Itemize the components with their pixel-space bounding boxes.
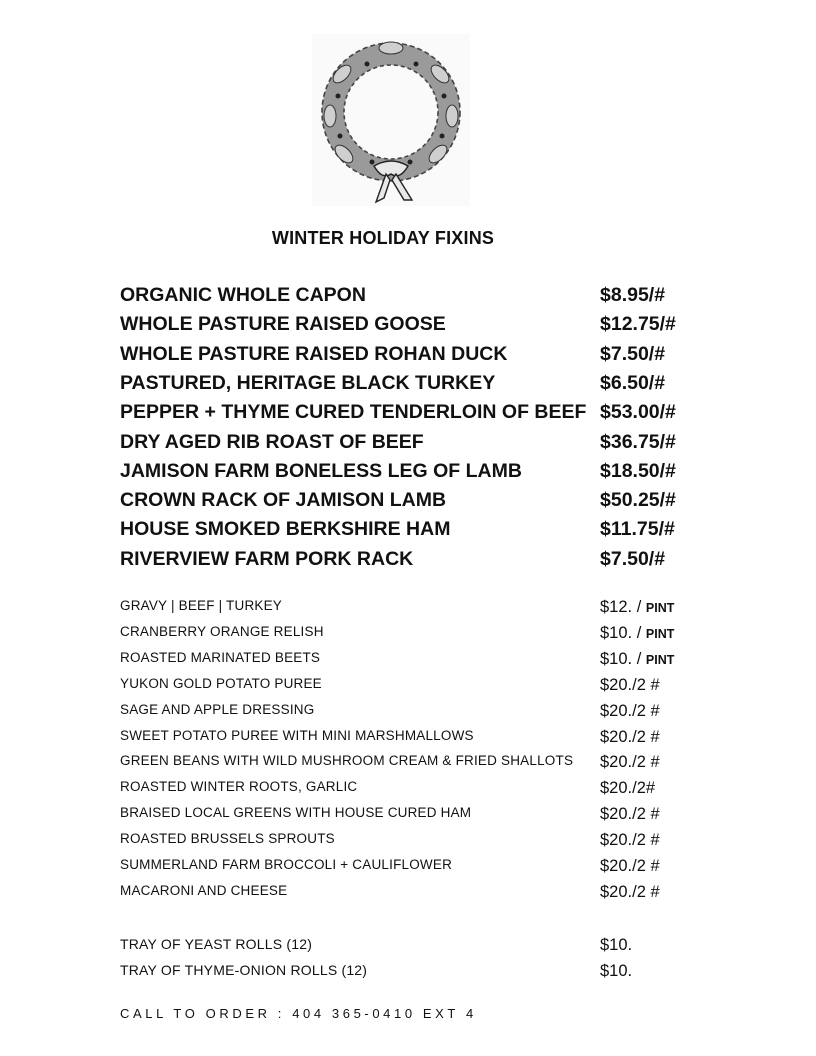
price-value: $20./2 #: [600, 701, 660, 720]
item-name: BRAISED LOCAL GREENS WITH HOUSE CURED HAM: [120, 805, 472, 821]
price-value: $10. /: [600, 623, 642, 642]
price-unit: PINT: [645, 652, 675, 667]
price-value: $7.50/#: [600, 547, 666, 570]
price-value: $10.: [600, 936, 633, 954]
price-value: $20./2 #: [600, 857, 660, 875]
call-to-order-footer: CALL TO ORDER : 404 365-0410 EXT 4: [120, 1006, 477, 1021]
price-value: $20./2 #: [600, 727, 660, 746]
price-value: $20./2 #: [600, 675, 660, 694]
item-price: [600, 548, 665, 571]
item-name: WHOLE PASTURE RAISED ROHAN DUCK: [120, 342, 508, 365]
item-name: RIVERVIEW FARM PORK RACK: [120, 547, 414, 570]
item-price: [600, 728, 660, 747]
item-name: CRANBERRY ORANGE RELISH: [120, 623, 324, 639]
price-value: $6.50/#: [600, 371, 666, 394]
item-price: [600, 343, 665, 366]
item-name: JAMISON FARM BONELESS LEG OF LAMB: [120, 459, 522, 482]
item-name: HOUSE SMOKED BERKSHIRE HAM: [120, 518, 451, 541]
price-value: $20./2 #: [600, 753, 660, 772]
item-price: [600, 936, 632, 955]
item-name: YUKON GOLD POTATO PUREE: [120, 675, 322, 691]
price-value: $20./2 #: [600, 882, 660, 901]
price-value: $12. /: [600, 598, 642, 616]
holly-wreath-icon: [312, 34, 470, 206]
price-value: $12.75/#: [600, 313, 676, 336]
item-name: GRAVY | BEEF | TURKEY: [120, 598, 283, 613]
price-value: $10. /: [600, 649, 642, 668]
price-value: $50.25/#: [600, 489, 676, 512]
item-name: TRAY OF THYME-ONION ROLLS (12): [120, 962, 368, 978]
price-value: $20./2 #: [600, 805, 660, 824]
item-price: [600, 753, 660, 772]
item-price: [600, 372, 665, 395]
price-value: $20./2#: [600, 779, 656, 798]
price-value: $10.: [600, 962, 633, 980]
item-name: SAGE AND APPLE DRESSING: [120, 701, 315, 717]
item-name: GREEN BEANS WITH WILD MUSHROOM CREAM & FRIED SHALLOTS: [120, 753, 574, 769]
item-price: [600, 624, 674, 643]
price-value: $8.95/#: [600, 284, 666, 306]
item-name: SUMMERLAND FARM BROCCOLI + CAULIFLOWER: [120, 857, 453, 872]
item-price: [600, 779, 655, 798]
item-name: DRY AGED RIB ROAST OF BEEF: [120, 430, 424, 453]
menu-title: WINTER HOLIDAY FIXINS: [271, 228, 495, 248]
item-price: [600, 962, 632, 981]
item-price: [600, 598, 674, 617]
item-price: [600, 831, 660, 850]
item-name: ORGANIC WHOLE CAPON: [120, 284, 366, 306]
item-price: [600, 518, 675, 541]
item-name: WHOLE PASTURE RAISED GOOSE: [120, 313, 446, 336]
price-value: $18.50/#: [600, 459, 676, 482]
item-price: [600, 460, 676, 483]
item-name: PASTURED, HERITAGE BLACK TURKEY: [120, 371, 496, 394]
item-name: TRAY OF YEAST ROLLS (12): [120, 936, 313, 952]
price-value: $7.50/#: [600, 342, 666, 365]
item-price: [600, 431, 676, 454]
item-price: [600, 805, 660, 824]
item-price: [600, 401, 676, 424]
item-price: [600, 489, 676, 512]
item-price: [600, 857, 660, 876]
price-value: $20./2 #: [600, 831, 660, 850]
item-name: CROWN RACK OF JAMISON LAMB: [120, 489, 447, 512]
price-value: $53.00/#: [600, 401, 676, 424]
item-name: SWEET POTATO PUREE WITH MINI MARSHMALLOWS: [120, 727, 474, 743]
item-price: [600, 284, 665, 307]
item-price: [600, 650, 674, 669]
item-price: [600, 883, 660, 902]
price-unit: PINT: [645, 626, 675, 641]
price-unit: PINT: [645, 601, 675, 615]
price-value: $36.75/#: [600, 430, 676, 453]
item-price: [600, 702, 660, 721]
price-value: $11.75/#: [600, 518, 675, 541]
item-name: ROASTED BRUSSELS SPROUTS: [120, 831, 335, 847]
item-name: ROASTED WINTER ROOTS, GARLIC: [120, 779, 358, 795]
item-price: [600, 676, 660, 695]
item-name: PEPPER + THYME CURED TENDERLOIN OF BEEF: [120, 401, 587, 424]
item-price: [600, 313, 676, 336]
item-name: MACARONI AND CHEESE: [120, 882, 288, 898]
item-name: ROASTED MARINATED BEETS: [120, 649, 321, 665]
